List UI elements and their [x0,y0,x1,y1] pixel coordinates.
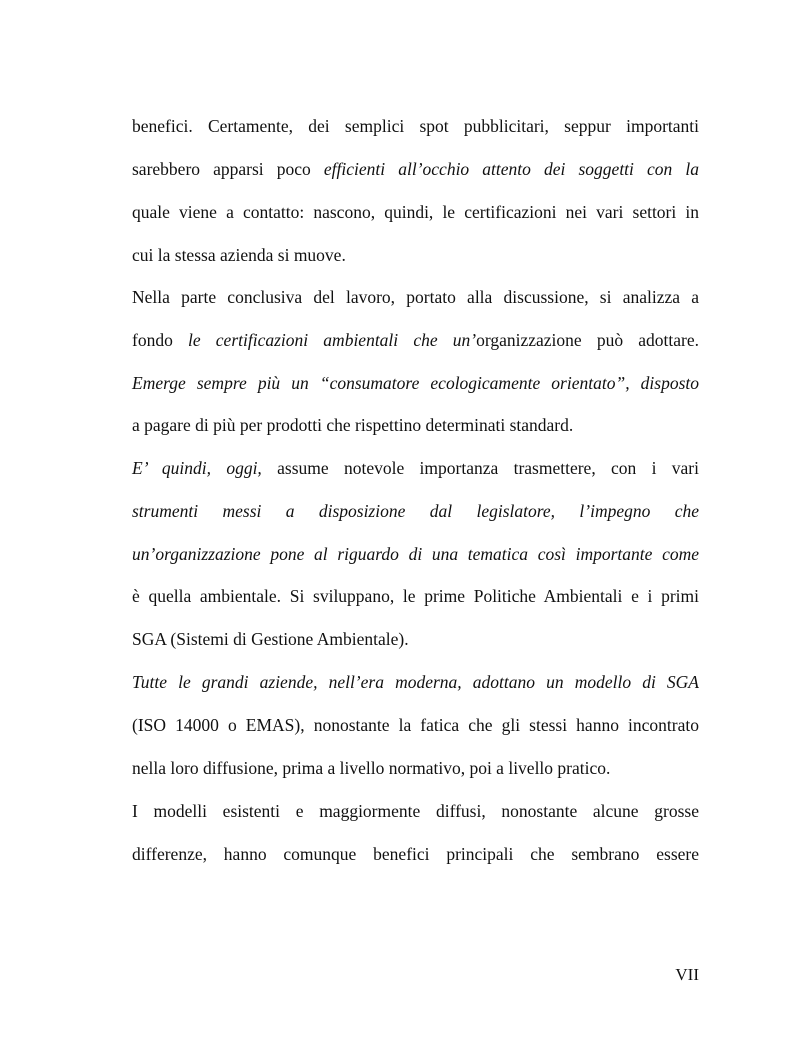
text-run: nella loro diffusione, prima a livello normativo, poi a livello pratico. [132,758,611,778]
text-run: quale viene a contatto: nascono, quindi, le certificazioni nei vari settori in [132,202,699,222]
italic-text-run: E’ quindi, oggi, [132,458,262,478]
italic-text-run: le certificazioni ambientali che un’ [188,330,477,350]
text-run: SGA (Sistemi di Gestione Ambientale). [132,629,409,649]
text-line [132,713,699,737]
italic-text-run: efficienti all’occhio attento dei soggetti con la [323,159,700,179]
text-run: Nella parte conclusiva del lavoro, portato alla discussione, si analizza a [132,287,699,307]
text-line [132,413,699,437]
italic-text-run: Tutte le grandi aziende, nell’era moderna, adottano un modello di SGA [132,672,699,692]
text-line [132,499,699,523]
text-run: benefici. Certamente, dei semplici spot pubblicitari, seppur importanti [132,116,699,136]
text-line [132,584,699,608]
text-line [132,627,699,651]
text-line [132,371,699,395]
text-line [132,542,699,566]
text-run: sarebbero apparsi poco [132,159,324,179]
text-line [132,328,699,352]
text-line [132,114,699,138]
text-run: assume notevole importanza trasmettere, con i vari [261,458,699,478]
text-line [132,670,699,694]
text-line [132,285,699,309]
text-line [132,157,699,181]
text-line [132,842,699,866]
text-line [132,756,699,780]
text-run: fondo [132,330,188,350]
text-line [132,456,699,480]
text-line [132,200,699,224]
italic-text-run: un’organizzazione pone al riguardo di una tematica così importante come [132,544,699,564]
italic-text-run: Emerge sempre più un “consumatore ecologicamente orientato”, disposto [132,373,699,393]
italic-text-run: strumenti messi a disposizione dal legislatore, l’impegno che [132,501,699,521]
text-line [132,243,699,267]
text-run: (ISO 14000 o EMAS), nonostante la fatica che gli stessi hanno incontrato [132,715,699,735]
text-run: cui la stessa azienda si muove. [132,245,346,265]
text-run: I modelli esistenti e maggiormente diffusi, nonostante alcune grosse [132,801,699,821]
page-number: VII [675,965,699,984]
text-run: è quella ambientale. Si sviluppano, le prime Politiche Ambientali e i primi [132,586,699,606]
text-run: organizzazione può adottare. [476,330,699,350]
text-run: differenze, hanno comunque benefici principali che sembrano essere [132,844,699,864]
text-line [132,799,699,823]
text-run: a pagare di più per prodotti che rispettino determinati standard. [132,415,574,435]
